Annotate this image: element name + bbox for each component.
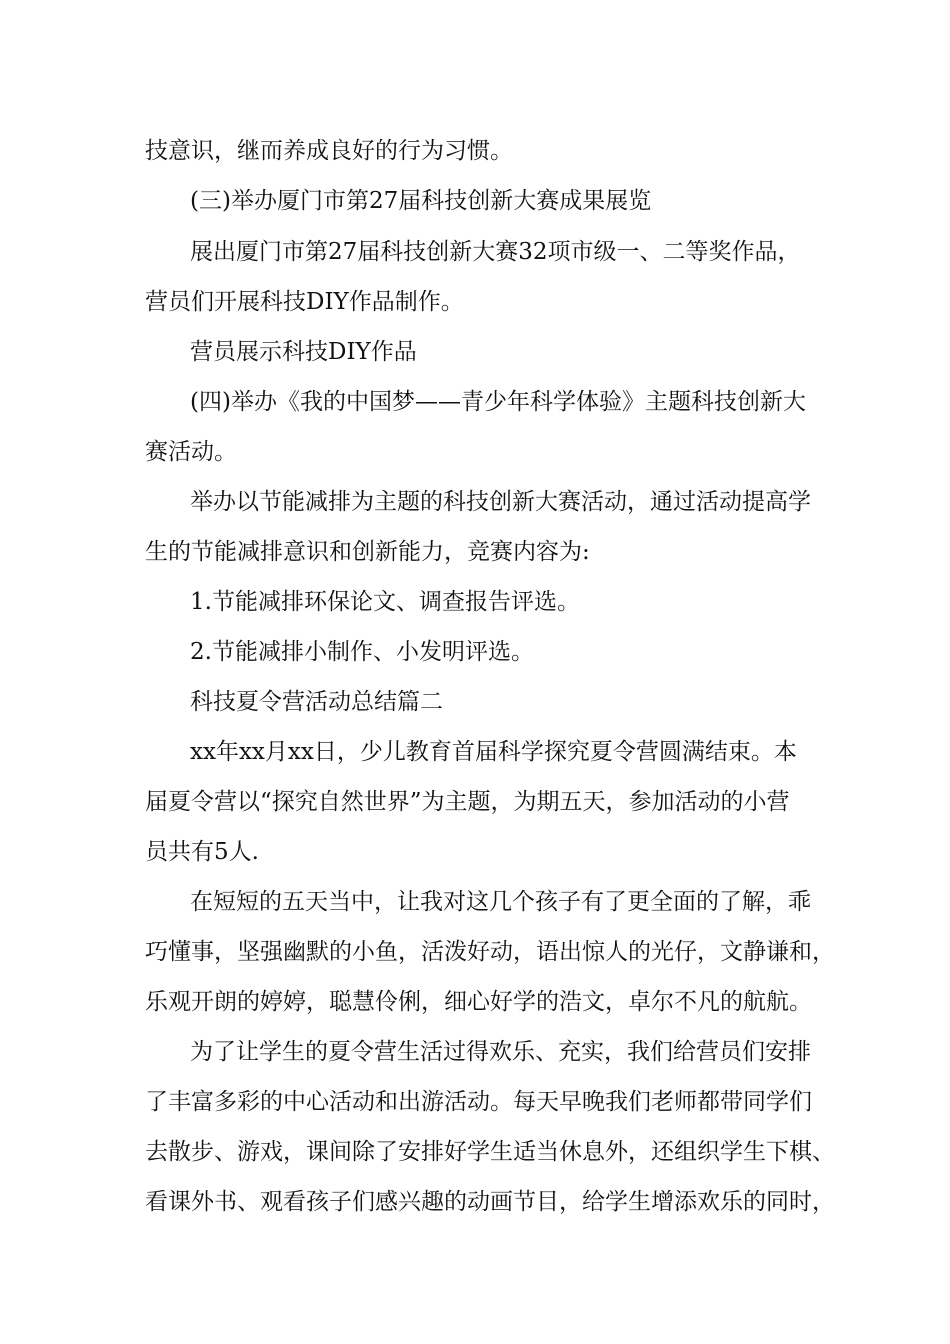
text-line: (三)举办厦门市第27届科技创新大赛成果展览 [190, 188, 652, 214]
text-line: 1.节能减排环保论文、调查报告评选。 [190, 589, 580, 615]
text-line: 赛活动。 [145, 439, 237, 465]
text-line: 届夏令营以“探究自然世界”为主题，为期五天，参加活动的小营 [145, 789, 790, 815]
text-line: 了丰富多彩的中心活动和出游活动。每天早晚我们老师都带同学们 [145, 1089, 812, 1115]
text-line: 营员展示科技DIY作品 [190, 339, 417, 365]
section-heading: 科技夏令营活动总结篇二 [190, 689, 443, 715]
text-line: 技意识，继而养成良好的行为习惯。 [145, 138, 513, 164]
text-line: 举办以节能减排为主题的科技创新大赛活动，通过活动提高学 [190, 489, 811, 515]
text-line: 展出厦门市第27届科技创新大赛32项市级一、二等奖作品， [190, 239, 801, 265]
text-line: 巧懂事，坚强幽默的小鱼，活泼好动，语出惊人的光仔，文静谦和， [145, 939, 835, 965]
text-line: 看课外书、观看孩子们感兴趣的动画节目，给学生增添欢乐的同时， [145, 1189, 835, 1215]
text-line: xx年xx月xx日，少儿教育首届科学探究夏令营圆满结束。本 [190, 739, 797, 765]
text-line: 去散步、游戏，课间除了安排好学生适当休息外，还组织学生下棋、 [145, 1139, 835, 1165]
text-line: 生的节能减排意识和创新能力，竞赛内容为: [145, 539, 590, 565]
text-line: (四)举办《我的中国梦——青少年科学体验》主题科技创新大 [190, 389, 806, 415]
text-line: 为了让学生的夏令营生活过得欢乐、充实，我们给营员们安排 [190, 1039, 811, 1065]
text-line: 营员们开展科技DIY作品制作。 [145, 289, 464, 315]
text-line: 2.节能减排小制作、小发明评选。 [190, 639, 534, 665]
text-line: 在短短的五天当中，让我对这几个孩子有了更全面的了解，乖 [190, 889, 811, 915]
text-line: 员共有5人. [145, 839, 259, 865]
text-line: 乐观开朗的婷婷，聪慧伶俐，细心好学的浩文，卓尔不凡的航航。 [145, 989, 812, 1015]
